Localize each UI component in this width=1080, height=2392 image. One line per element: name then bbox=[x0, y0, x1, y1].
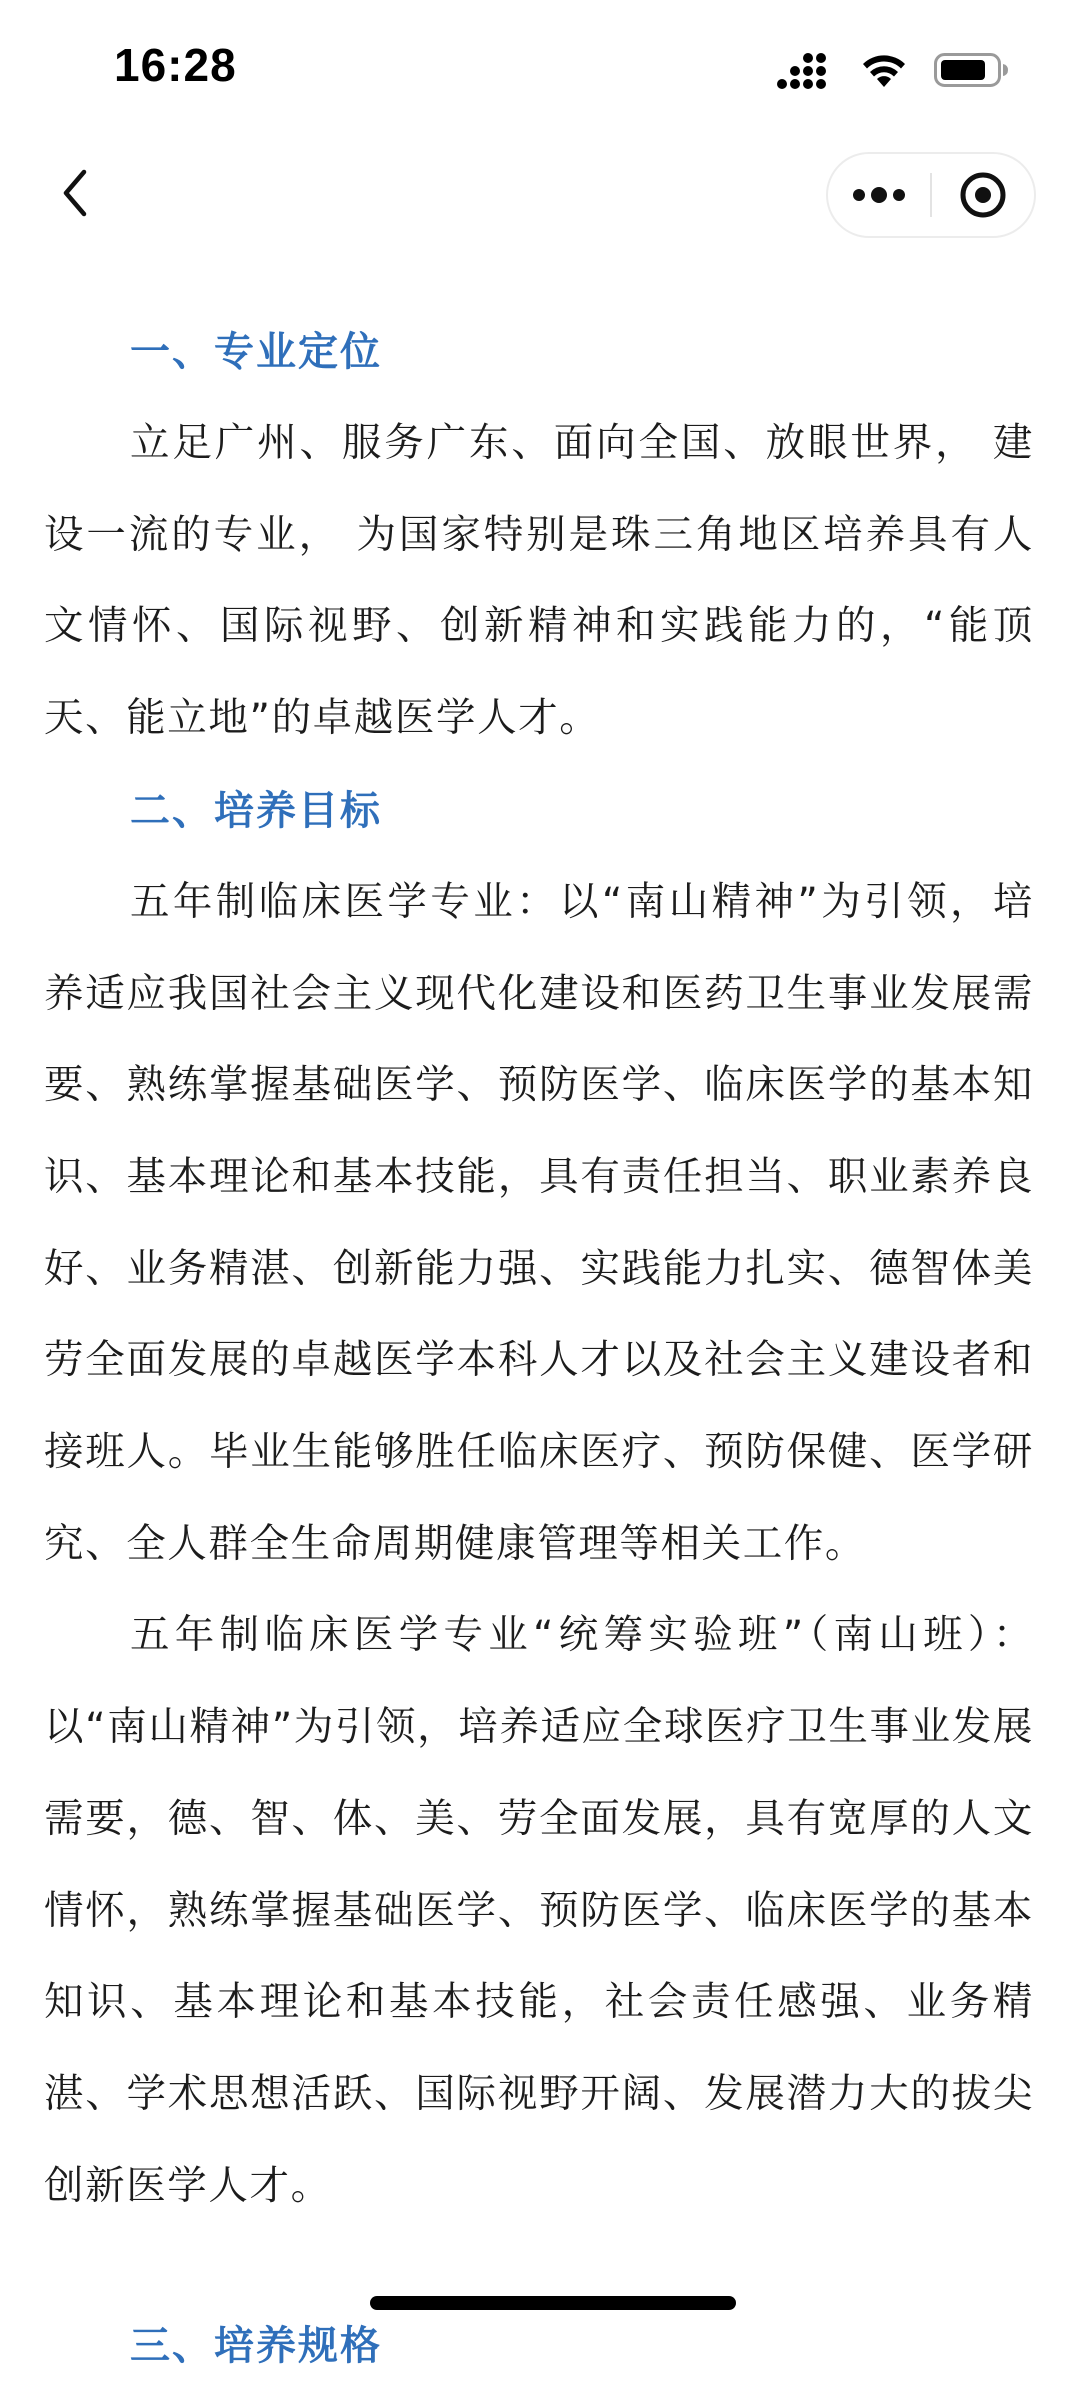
section-heading-goals: 二、培养目标 bbox=[130, 787, 382, 834]
wifi-icon bbox=[860, 51, 908, 89]
chevron-left-icon bbox=[58, 168, 92, 218]
paragraph-five-year-program: 五年制临床医学专业：以“南山精神”为引领，培养适应我国社会主义现代化建设和医药卫生事业发展需要、熟练掌握基础医学、预防医学、临床医学的基本知识、基本理论和基本技能，具有责任担当、职业素养良好、业务精湛、创新能力强、实践能力扎实、德智体美劳全面发展的卓越医学本科人才以及社会主义建设者和接班人。毕业生能够胜任临床医疗、预防保健、医学研究、全人群全生命周期健康管理等相关工作。 bbox=[44, 878, 1034, 1567]
mini-program-capsule bbox=[826, 152, 1036, 238]
battery-icon bbox=[934, 51, 1010, 89]
section-heading-specifications: 三、培养规格 bbox=[130, 2323, 382, 2369]
status-time: 16:28 bbox=[114, 39, 237, 91]
paragraph-nanshan-class: 五年制临床医学专业“统筹实验班”（南山班）：以“南山精神”为引领，培养适应全球医疗卫生事业发展需要，德、智、体、美、劳全面发展，具有宽厚的人文情怀，熟练掌握基础医学、预防医学、临床医学的基本知识、基本理论和基本技能，社会责任感强、业务精湛、学术思想活跃、国际视野开阔、发展潜力大的拔尖创新医学人才。 bbox=[44, 1612, 1034, 2209]
cellular-signal-icon bbox=[776, 50, 834, 90]
home-indicator[interactable] bbox=[370, 2296, 736, 2310]
close-mini-program-button[interactable] bbox=[932, 154, 1034, 236]
paragraph-positioning: 立足广州、服务广东、面向全国、放眼世界， 建设一流的专业， 为国家特别是珠三角地区培养具有人文情怀、国际视野、创新精神和实践能力的，“能顶天、能立地”的卓越医学人才。 bbox=[44, 420, 1034, 742]
more-button[interactable] bbox=[828, 154, 930, 236]
status-icons bbox=[776, 48, 1010, 92]
target-circle-icon bbox=[958, 170, 1008, 220]
status-bar bbox=[0, 0, 1080, 140]
nav-bar bbox=[0, 140, 1080, 250]
section-heading-positioning: 一、专业定位 bbox=[130, 329, 382, 375]
back-button[interactable] bbox=[40, 158, 110, 228]
more-dots-icon bbox=[851, 185, 907, 205]
article-content bbox=[44, 306, 1034, 2232]
